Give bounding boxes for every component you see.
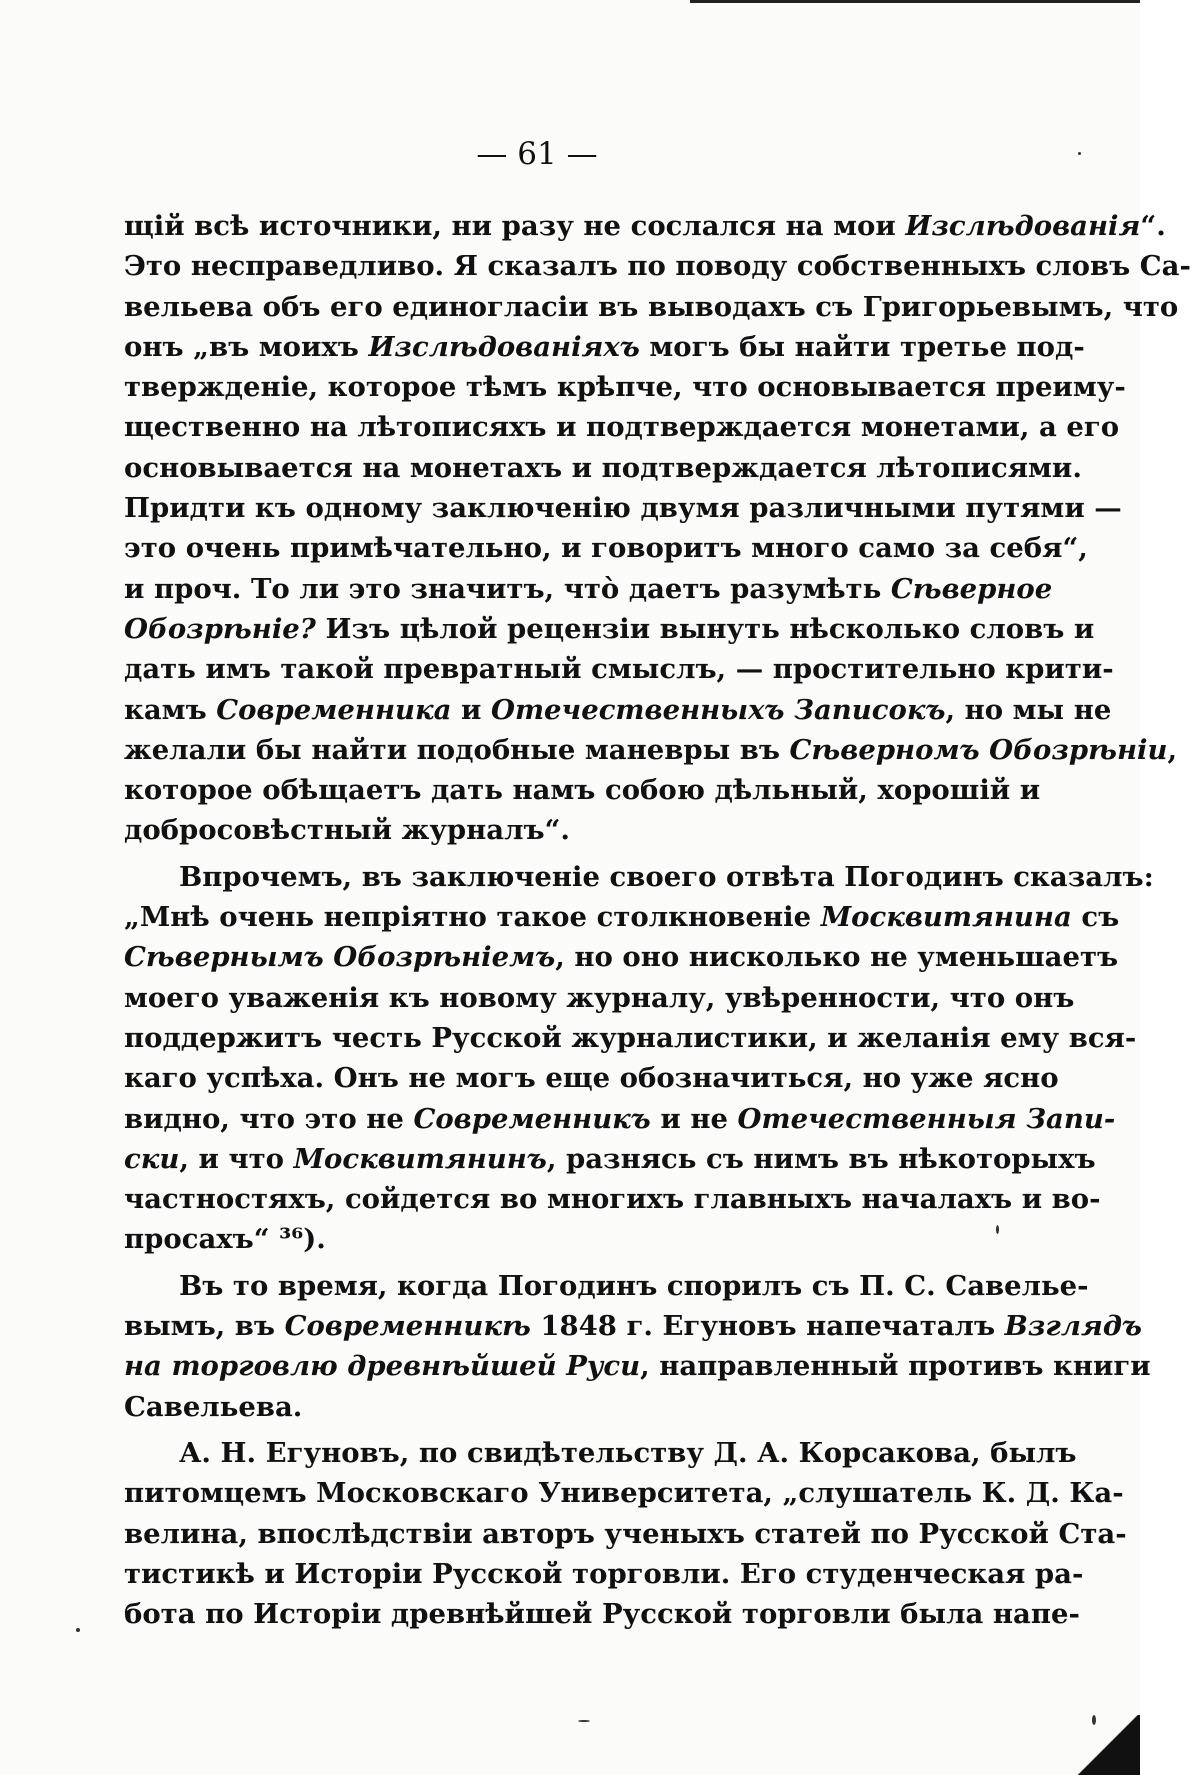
text-run: вымъ, въ [124, 1310, 285, 1343]
italic-title: Современникъ [413, 1102, 651, 1135]
text-run: и проч. То ли это значитъ, что̀ даетъ разумѣть [124, 572, 891, 605]
text-run: А. Н. Егуновъ, по свидѣтельству Д. А. Корсакова, былъ [179, 1436, 1077, 1469]
paragraph [124, 206, 1191, 851]
italic-title: Изслѣдованія [905, 210, 1141, 242]
italic-title: на торговлю древнѣйшей Руси [124, 1350, 641, 1383]
italic-title: Обозрѣніе? [124, 612, 316, 645]
italic-title: Современникѣ [284, 1310, 531, 1343]
text-run: и [451, 693, 491, 726]
text-line [124, 1514, 1127, 1554]
text-line [124, 246, 1191, 286]
text-run: каго успѣха. Онъ не могъ еще обозначиться, но уже ясно [124, 1062, 1059, 1095]
text-run: поддержитъ честь Русской журналистики, и желанія ему вся- [124, 1021, 1137, 1054]
text-line [124, 287, 1179, 327]
text-run: Савельева. [124, 1390, 303, 1423]
text-line [124, 810, 950, 850]
paragraph [124, 1266, 1151, 1427]
italic-title: Взглядъ [1004, 1310, 1143, 1343]
text-line [124, 1179, 1101, 1219]
text-line [124, 1219, 950, 1259]
text-run: щій всѣ источники, ни разу не сослался на мои [124, 210, 906, 242]
text-line [124, 1554, 1084, 1594]
text-run: , [1167, 733, 1178, 766]
italic-title: ски [124, 1142, 180, 1175]
paragraph [124, 857, 1154, 1260]
text-run: могъ бы найти третье под- [639, 330, 1085, 363]
text-run: основывается на монетахъ и подтверждается лѣтописями. [124, 451, 1082, 484]
text-line [124, 407, 1120, 447]
ink-speck [996, 1225, 999, 1234]
text-line [124, 528, 1088, 568]
text-run: частностяхъ, сойдется во многихъ главныхъ началахъ и во- [124, 1183, 1101, 1216]
italic-title: Сѣверное [890, 572, 1053, 605]
text-run: камъ [124, 693, 217, 726]
italic-title: Отечественныхъ Записокъ [490, 693, 946, 726]
text-run: Это несправедливо. Я сказалъ по поводу собственныхъ словъ Са- [124, 250, 1191, 283]
text-run: онъ „въ моихъ [124, 330, 369, 363]
text-run: желали бы найти подобные маневры въ [124, 733, 790, 766]
text-line [124, 327, 1085, 367]
text-line [124, 569, 1053, 609]
text-run: Изъ цѣлой рецензіи вынуть нѣсколько словъ и [315, 612, 1095, 645]
text-run: , и что [179, 1142, 294, 1175]
text-run: вельева объ его единогласіи въ выводахъ съ Григорьевымъ, что [124, 290, 1179, 323]
text-line [124, 1058, 1059, 1098]
text-run: видно, что это не [124, 1102, 414, 1135]
text-line [124, 1018, 1137, 1058]
text-run: Впрочемъ, въ заключеніе своего отвѣта Погодинъ сказалъ: [179, 860, 1154, 893]
text-run: , но мы не [945, 693, 1112, 726]
text-line [124, 1473, 1124, 1513]
text-run: Въ то время, когда Погодинъ спорилъ съ П. С. Савелье- [179, 1269, 1089, 1302]
text-run: которое обѣщаетъ дать намъ собою дѣльный, хорошій и [124, 774, 1041, 807]
italic-title: Сѣверномъ Обозрѣніи [789, 733, 1168, 766]
text-run: “. [1140, 210, 1166, 242]
text-line [124, 1266, 1089, 1306]
text-run: бота по Исторіи древнѣйшей Русской торговли была напе- [124, 1598, 1080, 1631]
italic-title: Отечественныя Запи- [737, 1102, 1116, 1135]
text-run: просахъ“ ³⁶). [124, 1223, 326, 1256]
text-line [124, 730, 1178, 770]
italic-title: Сѣвернымъ Обозрѣніемъ [124, 941, 556, 974]
text-run: добросовѣстный журналъ“. [124, 814, 570, 847]
text-run: Придти къ одному заключенію двумя различными путями — [124, 492, 1122, 525]
ink-speck [76, 1628, 80, 1632]
text-run: съ [1071, 901, 1120, 934]
text-line [124, 857, 1154, 897]
text-run: , разнясь съ нимъ въ нѣкоторыхъ [546, 1142, 1096, 1175]
text-run: это очень примѣчательно, и говоритъ много само за себя“, [124, 532, 1088, 565]
scan-corner-shadow [1060, 1715, 1140, 1775]
text-line [124, 690, 1112, 730]
body-text [124, 206, 1191, 1634]
italic-title: Москвитянина [820, 901, 1072, 934]
text-run: моего уваженія къ новому журналу, увѣренности, что онъ [124, 981, 1075, 1014]
text-run: и не [650, 1102, 738, 1135]
text-line [124, 367, 1126, 407]
text-line [124, 978, 1075, 1018]
text-line [124, 1594, 1080, 1634]
text-run: , направленный противъ книги [640, 1350, 1151, 1383]
page-number: — 61 — [476, 136, 598, 172]
italic-title: Москвитянинъ [293, 1142, 547, 1175]
ink-speck [1078, 152, 1081, 155]
text-line [124, 448, 1082, 488]
text-run: щественно на лѣтописяхъ и подтверждается монетами, а его [124, 411, 1120, 444]
text-run: питомцемъ Московскаго Университета, „слушатель К. Д. Ка- [124, 1477, 1124, 1510]
text-line [124, 488, 1122, 528]
text-line [124, 1139, 1096, 1179]
ink-speck [578, 1720, 590, 1722]
text-line [124, 1306, 1143, 1346]
text-line [124, 897, 1120, 937]
italic-title: Изслѣдованіяхъ [368, 330, 640, 363]
text-line [124, 649, 1114, 689]
text-line [124, 1433, 1077, 1473]
text-run: тистикѣ и Исторіи Русской торговли. Его студенческая ра- [124, 1557, 1084, 1590]
text-run: „Мнѣ очень непріятно такое столкновеніе [124, 901, 821, 934]
top-edge-rule [690, 0, 1140, 3]
text-line [124, 206, 1166, 246]
text-line [124, 609, 1095, 649]
text-run: велина, впослѣдствіи авторъ ученыхъ статей по Русской Ста- [124, 1517, 1127, 1550]
italic-title: Современника [216, 693, 452, 726]
text-line [124, 770, 1041, 810]
text-run: дать имъ такой превратный смыслъ, — простительно крити- [124, 653, 1114, 686]
text-line [124, 1387, 950, 1427]
text-line [124, 1099, 1116, 1139]
text-run: 1848 г. Егуновъ напечаталъ [530, 1310, 1005, 1343]
paragraph [124, 1433, 1127, 1634]
text-line [124, 937, 1119, 977]
text-line [124, 1346, 1151, 1386]
text-run: твержденіе, которое тѣмъ крѣпче, что основывается преиму- [124, 371, 1126, 404]
text-run: , но оно нисколько не уменьшаетъ [555, 941, 1119, 974]
